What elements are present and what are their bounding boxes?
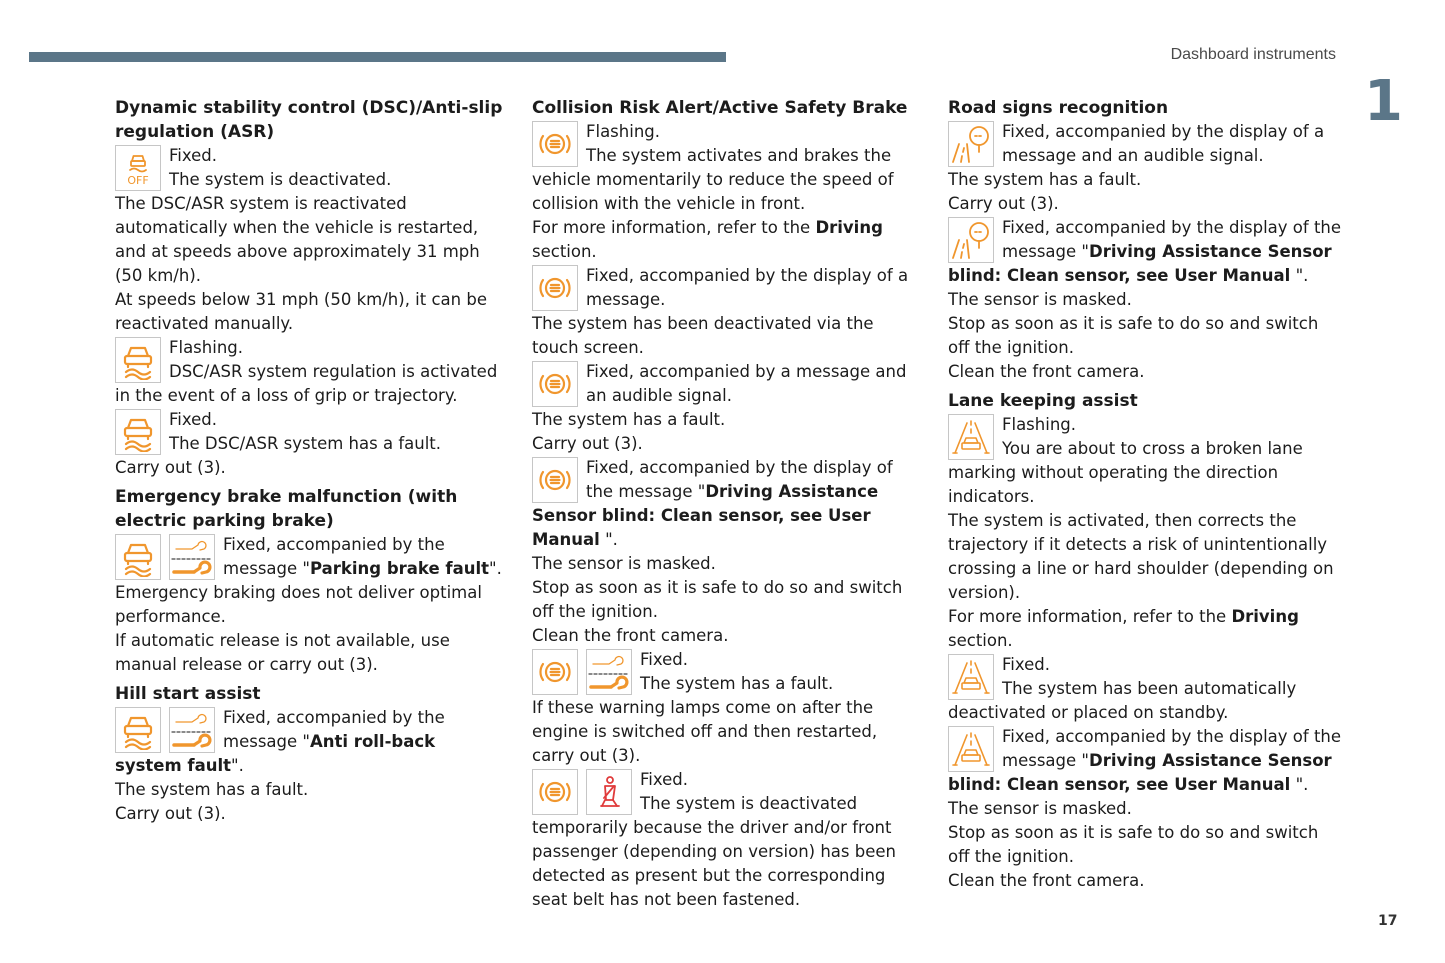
section-title: Dashboard instruments: [1170, 46, 1336, 63]
ebm-entry: [115, 533, 507, 581]
ebm-text-post: ".: [489, 559, 502, 578]
lane-sensor-message: Driving Assistance Sensor blind: Clean sensor, see User Manual: [948, 751, 1332, 794]
dsc-flash-desc: DSC/ASR system regulation is activated in the event of a loss of grip or trajectory.: [115, 362, 498, 405]
lane-sensor-post: ".: [1290, 775, 1309, 794]
collision-fault-entry: [532, 360, 924, 408]
road-sign-recognition-icon: [948, 217, 994, 263]
collision-brake-icon: [532, 265, 578, 311]
dsc-skid-icon: [115, 534, 161, 580]
page-number: 17: [1378, 913, 1398, 929]
collision-flash-entry: [532, 120, 924, 216]
collision-deactivated-text: Fixed, accompanied by the display of a message.: [586, 266, 909, 309]
ebm-text-pre: Fixed, accompanied by the message ": [223, 535, 445, 578]
collision-paragraph: [532, 216, 924, 264]
collision-ref-post: section.: [532, 242, 597, 261]
collision-fault-text: Fixed, accompanied by a message and an audible signal.: [586, 362, 907, 405]
hill-paragraph: Carry out (3).: [115, 804, 226, 823]
lane-paragraph: Stop as soon as it is safe to do so and switch off the ignition.: [948, 823, 1319, 866]
lane-paragraph: [948, 605, 1343, 653]
dsc-paragraph: The DSC/ASR system is reactivated automatically when the vehicle is restarted, and at speeds above approximately 31 mph (50 km/h).: [115, 194, 480, 285]
road-signs-heading: Road signs recognition: [948, 98, 1169, 118]
lane-ref-post: section.: [948, 631, 1013, 650]
collision-brake-icon: [532, 649, 578, 695]
lane-sensor-pre: Fixed, accompanied by the display of the message ": [1002, 727, 1342, 770]
hill-text-pre: Fixed, accompanied by the message ": [223, 708, 445, 751]
ebm-message: Parking brake fault: [310, 559, 490, 578]
collision-paragraph: The system has a fault.: [532, 410, 726, 429]
lane-keeping-icon: [948, 726, 994, 772]
collision-seatbelt-entry: [532, 768, 924, 912]
lane-standby-state: Fixed.: [1002, 655, 1051, 674]
column-3: [948, 96, 1343, 893]
dsc-skid-icon: [115, 337, 161, 383]
wrench-icon: [169, 707, 215, 753]
road-signs-paragraph: Stop as soon as it is safe to do so and switch off the ignition.: [948, 314, 1319, 357]
road-signs-fault-text: Fixed, accompanied by the display of a message and an audible signal.: [1002, 122, 1325, 165]
dsc-skid-icon: [115, 707, 161, 753]
road-signs-fault-entry: [948, 120, 1343, 168]
collision-sensor-entry: [532, 456, 924, 552]
lane-keeping-icon: [948, 414, 994, 460]
lane-flash-entry: [948, 413, 1343, 509]
collision-sensor-message: Driving Assistance Sensor blind: Clean sensor, see User Manual: [532, 482, 879, 549]
collision-sensor-pre: Fixed, accompanied by the display of the message ": [586, 458, 893, 501]
road-signs-paragraph: The sensor is masked.: [948, 290, 1132, 309]
dsc-off-desc: The system is deactivated.: [169, 170, 392, 189]
lane-paragraph: Clean the front camera.: [948, 871, 1145, 890]
hill-message: Anti roll-back system fault: [115, 732, 436, 775]
dsc-fault-entry: [115, 408, 507, 456]
dsc-fault-state: Fixed.: [169, 410, 218, 429]
collision-brake-icon: [532, 121, 578, 167]
dsc-off-state: Fixed.: [169, 146, 218, 165]
lane-keeping-heading: Lane keeping assist: [948, 391, 1138, 411]
collision-paragraph: The system has been deactivated via the touch screen.: [532, 314, 874, 357]
collision-paragraph: Stop as soon as it is safe to do so and switch off the ignition.: [532, 578, 903, 621]
dsc-flash-entry: [115, 336, 507, 408]
collision-paragraph: Carry out (3).: [532, 434, 643, 453]
lane-standby-desc: The system has been automatically deactivated or placed on standby.: [948, 679, 1297, 722]
column-1: [115, 96, 507, 826]
header-bar: [29, 52, 726, 62]
collision-seatbelt-state: Fixed.: [640, 770, 689, 789]
road-signs-paragraph: Carry out (3).: [948, 194, 1059, 213]
collision-ref-pre: For more information, refer to the: [532, 218, 816, 237]
hill-text-post: ".: [231, 756, 244, 775]
collision-paragraph: The sensor is masked.: [532, 554, 716, 573]
lane-sensor-entry: [948, 725, 1343, 797]
collision-brake-icon: [532, 769, 578, 815]
road-signs-paragraph: Clean the front camera.: [948, 362, 1145, 381]
hill-entry: [115, 706, 507, 778]
lane-ref-bold: Driving: [1231, 607, 1299, 626]
dsc-off-entry: [115, 144, 507, 192]
dsc-heading: Dynamic stability control (DSC)/Anti-slip regulation (ASR): [115, 98, 503, 142]
lane-standby-entry: [948, 653, 1343, 725]
dsc-fault-desc: The DSC/ASR system has a fault.: [169, 434, 442, 453]
dsc-paragraph: At speeds below 31 mph (50 km/h), it can be reactivated manually.: [115, 290, 487, 333]
column-2: [532, 96, 924, 912]
ebm-paragraph: Emergency braking does not deliver optimal performance.: [115, 583, 482, 626]
hill-paragraph: The system has a fault.: [115, 780, 309, 799]
ebm-paragraph: If automatic release is not available, use manual release or carry out (3).: [115, 631, 450, 674]
lane-paragraph: The system is activated, then corrects the trajectory if it detects a risk of unintentionally crossing a line or hard shoulder (depending on version).: [948, 511, 1334, 602]
collision-flash-state: Flashing.: [586, 122, 661, 141]
seatbelt-icon: [586, 769, 632, 815]
road-signs-sensor-entry: [948, 216, 1343, 288]
collision-fault2-state: Fixed.: [640, 650, 689, 669]
dsc-skid-icon: [115, 409, 161, 455]
collision-deactivated-entry: [532, 264, 924, 312]
road-signs-sensor-post: ".: [1290, 266, 1309, 285]
hill-heading: Hill start assist: [115, 684, 261, 704]
collision-heading: Collision Risk Alert/Active Safety Brake: [532, 98, 908, 118]
collision-ref-bold: Driving: [815, 218, 883, 237]
collision-paragraph: Clean the front camera.: [532, 626, 729, 645]
lane-flash-state: Flashing.: [1002, 415, 1077, 434]
road-signs-sensor-message: Driving Assistance Sensor blind: Clean sensor, see User Manual: [948, 242, 1332, 285]
collision-sensor-post: ".: [599, 530, 618, 549]
collision-flash-desc: The system activates and brakes the vehicle momentarily to reduce the speed of collision with the vehicle in front.: [532, 146, 894, 213]
collision-paragraph: If these warning lamps come on after the engine is switched off and then restarted, carry out (3).: [532, 698, 878, 765]
collision-fault2-entry: [532, 648, 924, 696]
road-sign-recognition-icon: [948, 121, 994, 167]
svg-text:OFF: OFF: [127, 174, 149, 187]
collision-brake-icon: [532, 457, 578, 503]
chapter-number: 1: [1364, 69, 1403, 134]
lane-keeping-icon: [948, 654, 994, 700]
lane-ref-pre: For more information, refer to the: [948, 607, 1232, 626]
wrench-icon: [586, 649, 632, 695]
wrench-icon: [169, 534, 215, 580]
dsc-flash-state: Flashing.: [169, 338, 244, 357]
lane-paragraph: The sensor is masked.: [948, 799, 1132, 818]
lane-flash-desc: You are about to cross a broken lane marking without operating the direction indicators.: [948, 439, 1303, 506]
road-signs-paragraph: The system has a fault.: [948, 170, 1142, 189]
dsc-paragraph: Carry out (3).: [115, 458, 226, 477]
collision-brake-icon: [532, 361, 578, 407]
road-signs-sensor-pre: Fixed, accompanied by the display of the message ": [1002, 218, 1342, 261]
ebm-heading: Emergency brake malfunction (with electric parking brake): [115, 487, 458, 531]
dsc-off-icon: [115, 145, 161, 191]
collision-fault2-desc: The system has a fault.: [640, 674, 834, 693]
collision-seatbelt-desc: The system is deactivated temporarily because the driver and/or front passenger (depending on version) has been detected as present but the corresponding seat belt has not been fastened.: [532, 794, 896, 909]
